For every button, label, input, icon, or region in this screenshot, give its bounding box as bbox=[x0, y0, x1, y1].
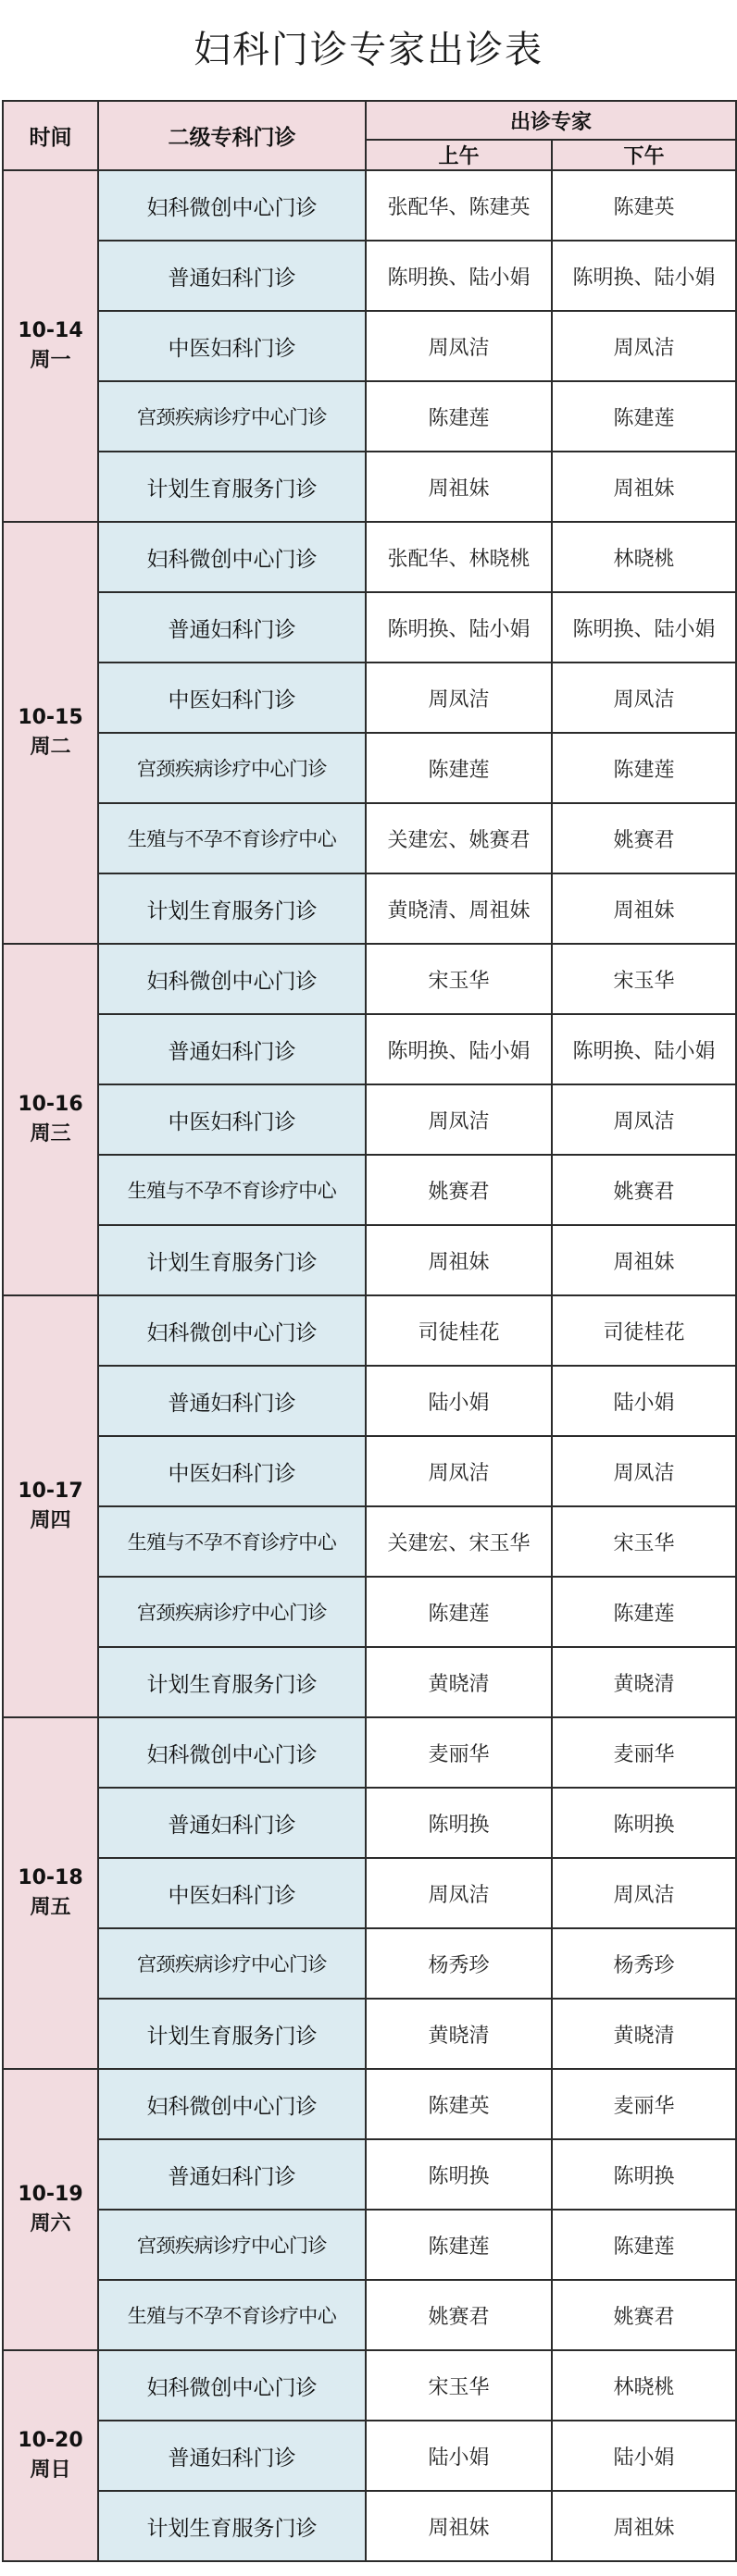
date-cell bbox=[3, 1717, 98, 2069]
am-expert-cell: 陈建莲 bbox=[366, 381, 552, 452]
clinic-cell: 宫颈疾病诊疗中心门诊 bbox=[98, 1928, 366, 1999]
am-expert-cell: 周凤洁 bbox=[366, 311, 552, 381]
weekday-label: 周五 bbox=[30, 1896, 71, 1919]
pm-expert-cell: 陈明换 bbox=[552, 2139, 736, 2210]
pm-expert-cell: 周祖妹 bbox=[552, 873, 736, 944]
pm-expert-cell: 周凤洁 bbox=[552, 1858, 736, 1928]
table-row bbox=[3, 1928, 736, 1999]
clinic-cell: 生殖与不孕不育诊疗中心 bbox=[98, 1155, 366, 1225]
date-cell bbox=[3, 170, 98, 522]
date-label: 10-18 bbox=[18, 1866, 83, 1889]
weekday-label: 周日 bbox=[30, 2458, 71, 2482]
am-expert-cell: 周祖妹 bbox=[366, 2491, 552, 2561]
am-expert-cell: 杨秀珍 bbox=[366, 1928, 552, 1999]
pm-expert-cell: 陆小娟 bbox=[552, 2421, 736, 2491]
weekday-label: 周一 bbox=[30, 349, 71, 372]
pm-expert-cell: 司徒桂花 bbox=[552, 1295, 736, 1366]
weekday-label: 周六 bbox=[30, 2212, 71, 2235]
pm-expert-cell: 姚赛君 bbox=[552, 1155, 736, 1225]
am-expert-cell: 麦丽华 bbox=[366, 1717, 552, 1788]
clinic-cell: 普通妇科门诊 bbox=[98, 1366, 366, 1436]
date-cell bbox=[3, 522, 98, 944]
am-expert-cell: 姚赛君 bbox=[366, 2280, 552, 2350]
pm-expert-cell: 陈建莲 bbox=[552, 381, 736, 452]
clinic-cell: 妇科微创中心门诊 bbox=[98, 2069, 366, 2139]
am-expert-cell: 陈建英 bbox=[366, 2069, 552, 2139]
weekday-label: 周三 bbox=[30, 1122, 71, 1146]
am-expert-cell: 陆小娟 bbox=[366, 2421, 552, 2491]
am-expert-cell: 张配华、陈建英 bbox=[366, 170, 552, 241]
table-row bbox=[3, 1788, 736, 1858]
schedule-body bbox=[3, 170, 736, 2561]
date-label: 10-19 bbox=[18, 2183, 83, 2206]
table-row bbox=[3, 663, 736, 733]
am-expert-cell: 陈明换 bbox=[366, 2139, 552, 2210]
am-expert-cell: 姚赛君 bbox=[366, 1155, 552, 1225]
pm-expert-cell: 陈建莲 bbox=[552, 1577, 736, 1647]
pm-expert-cell: 周凤洁 bbox=[552, 663, 736, 733]
clinic-cell: 妇科微创中心门诊 bbox=[98, 522, 366, 592]
am-header: 上午 bbox=[366, 140, 552, 170]
pm-expert-cell: 麦丽华 bbox=[552, 1717, 736, 1788]
pm-expert-cell: 姚赛君 bbox=[552, 2280, 736, 2350]
pm-expert-cell: 林晓桃 bbox=[552, 522, 736, 592]
table-row bbox=[3, 2139, 736, 2210]
am-expert-cell: 陈明换、陆小娟 bbox=[366, 241, 552, 311]
table-row bbox=[3, 1084, 736, 1155]
am-expert-cell: 张配华、林晓桃 bbox=[366, 522, 552, 592]
clinic-cell: 普通妇科门诊 bbox=[98, 1788, 366, 1858]
am-expert-cell: 司徒桂花 bbox=[366, 1295, 552, 1366]
pm-expert-cell: 宋玉华 bbox=[552, 1506, 736, 1577]
table-row bbox=[3, 873, 736, 944]
am-expert-cell: 陈建莲 bbox=[366, 733, 552, 803]
date-label: 10-20 bbox=[18, 2429, 83, 2452]
date-cell bbox=[3, 1295, 98, 1717]
clinic-cell: 计划生育服务门诊 bbox=[98, 452, 366, 522]
clinic-cell: 计划生育服务门诊 bbox=[98, 1999, 366, 2069]
pm-expert-cell: 陈明换、陆小娟 bbox=[552, 241, 736, 311]
am-expert-cell: 陈明换 bbox=[366, 1788, 552, 1858]
clinic-cell: 宫颈疾病诊疗中心门诊 bbox=[98, 1577, 366, 1647]
clinic-cell: 中医妇科门诊 bbox=[98, 1084, 366, 1155]
am-expert-cell: 周祖妹 bbox=[366, 452, 552, 522]
clinic-cell: 宫颈疾病诊疗中心门诊 bbox=[98, 2210, 366, 2280]
am-expert-cell: 周凤洁 bbox=[366, 1436, 552, 1506]
schedule-table bbox=[2, 100, 737, 2562]
pm-expert-cell: 陈建英 bbox=[552, 170, 736, 241]
am-expert-cell: 宋玉华 bbox=[366, 944, 552, 1014]
pm-expert-cell: 周祖妹 bbox=[552, 452, 736, 522]
clinic-cell: 宫颈疾病诊疗中心门诊 bbox=[98, 733, 366, 803]
pm-expert-cell: 姚赛君 bbox=[552, 803, 736, 873]
date-label: 10-17 bbox=[18, 1480, 83, 1503]
table-row bbox=[3, 452, 736, 522]
table-row bbox=[3, 1506, 736, 1577]
clinic-cell: 妇科微创中心门诊 bbox=[98, 170, 366, 241]
table-row bbox=[3, 1999, 736, 2069]
table-row bbox=[3, 1295, 736, 1366]
clinic-cell: 普通妇科门诊 bbox=[98, 1014, 366, 1084]
clinic-cell: 普通妇科门诊 bbox=[98, 2421, 366, 2491]
pm-expert-cell: 陈明换 bbox=[552, 1788, 736, 1858]
experts-header: 出诊专家 bbox=[366, 101, 736, 140]
table-row bbox=[3, 1155, 736, 1225]
clinic-cell: 中医妇科门诊 bbox=[98, 663, 366, 733]
am-expert-cell: 黄晓清 bbox=[366, 1647, 552, 1717]
table-row bbox=[3, 733, 736, 803]
am-expert-cell: 陈明换、陆小娟 bbox=[366, 592, 552, 663]
pm-expert-cell: 陈明换、陆小娟 bbox=[552, 1014, 736, 1084]
pm-expert-cell: 周凤洁 bbox=[552, 1436, 736, 1506]
pm-expert-cell: 陈建莲 bbox=[552, 733, 736, 803]
weekday-label: 周四 bbox=[30, 1509, 71, 1532]
table-row bbox=[3, 1366, 736, 1436]
table-row bbox=[3, 944, 736, 1014]
am-expert-cell: 陈建莲 bbox=[366, 1577, 552, 1647]
table-row bbox=[3, 1647, 736, 1717]
table-row bbox=[3, 2069, 736, 2139]
clinic-cell: 普通妇科门诊 bbox=[98, 592, 366, 663]
date-cell bbox=[3, 2069, 98, 2350]
clinic-cell: 生殖与不孕不育诊疗中心 bbox=[98, 2280, 366, 2350]
date-label: 10-14 bbox=[18, 319, 83, 342]
table-row bbox=[3, 241, 736, 311]
table-row bbox=[3, 592, 736, 663]
am-expert-cell: 周凤洁 bbox=[366, 1858, 552, 1928]
date-label: 10-16 bbox=[18, 1093, 83, 1116]
date-cell bbox=[3, 944, 98, 1295]
header-row bbox=[3, 101, 736, 140]
clinic-cell: 普通妇科门诊 bbox=[98, 2139, 366, 2210]
table-row bbox=[3, 803, 736, 873]
table-row bbox=[3, 381, 736, 452]
pm-expert-cell: 周凤洁 bbox=[552, 1084, 736, 1155]
clinic-header: 二级专科门诊 bbox=[98, 101, 366, 170]
clinic-cell: 计划生育服务门诊 bbox=[98, 1225, 366, 1295]
clinic-cell: 中医妇科门诊 bbox=[98, 1436, 366, 1506]
table-row bbox=[3, 311, 736, 381]
am-expert-cell: 宋玉华 bbox=[366, 2350, 552, 2421]
clinic-cell: 生殖与不孕不育诊疗中心 bbox=[98, 803, 366, 873]
clinic-cell: 计划生育服务门诊 bbox=[98, 1647, 366, 1717]
pm-expert-cell: 麦丽华 bbox=[552, 2069, 736, 2139]
clinic-cell: 计划生育服务门诊 bbox=[98, 873, 366, 944]
table-row bbox=[3, 2421, 736, 2491]
pm-expert-cell: 黄晓清 bbox=[552, 1647, 736, 1717]
clinic-cell: 生殖与不孕不育诊疗中心 bbox=[98, 1506, 366, 1577]
table-row bbox=[3, 1436, 736, 1506]
clinic-cell: 中医妇科门诊 bbox=[98, 311, 366, 381]
am-expert-cell: 陈明换、陆小娟 bbox=[366, 1014, 552, 1084]
am-expert-cell: 黄晓清 bbox=[366, 1999, 552, 2069]
date-cell bbox=[3, 2350, 98, 2561]
pm-header: 下午 bbox=[552, 140, 736, 170]
pm-expert-cell: 陆小娟 bbox=[552, 1366, 736, 1436]
am-expert-cell: 黄晓清、周祖妹 bbox=[366, 873, 552, 944]
table-row bbox=[3, 2280, 736, 2350]
am-expert-cell: 陆小娟 bbox=[366, 1366, 552, 1436]
time-header: 时间 bbox=[3, 101, 98, 170]
clinic-cell: 计划生育服务门诊 bbox=[98, 2491, 366, 2561]
pm-expert-cell: 杨秀珍 bbox=[552, 1928, 736, 1999]
am-expert-cell: 关建宏、姚赛君 bbox=[366, 803, 552, 873]
pm-expert-cell: 陈明换、陆小娟 bbox=[552, 592, 736, 663]
weekday-label: 周二 bbox=[30, 736, 71, 759]
clinic-cell: 中医妇科门诊 bbox=[98, 1858, 366, 1928]
am-expert-cell: 周祖妹 bbox=[366, 1225, 552, 1295]
table-row bbox=[3, 170, 736, 241]
table-row bbox=[3, 1717, 736, 1788]
clinic-cell: 宫颈疾病诊疗中心门诊 bbox=[98, 381, 366, 452]
table-row bbox=[3, 2491, 736, 2561]
clinic-cell: 妇科微创中心门诊 bbox=[98, 1295, 366, 1366]
table-row bbox=[3, 1858, 736, 1928]
table-row bbox=[3, 522, 736, 592]
clinic-cell: 普通妇科门诊 bbox=[98, 241, 366, 311]
clinic-cell: 妇科微创中心门诊 bbox=[98, 1717, 366, 1788]
am-expert-cell: 陈建莲 bbox=[366, 2210, 552, 2280]
table-row bbox=[3, 1225, 736, 1295]
pm-expert-cell: 陈建莲 bbox=[552, 2210, 736, 2280]
table-row bbox=[3, 2350, 736, 2421]
pm-expert-cell: 林晓桃 bbox=[552, 2350, 736, 2421]
page-title: 妇科门诊专家出诊表 bbox=[194, 29, 543, 71]
pm-expert-cell: 黄晓清 bbox=[552, 1999, 736, 2069]
am-expert-cell: 周凤洁 bbox=[366, 1084, 552, 1155]
pm-expert-cell: 周祖妹 bbox=[552, 2491, 736, 2561]
table-row bbox=[3, 2210, 736, 2280]
am-expert-cell: 关建宏、宋玉华 bbox=[366, 1506, 552, 1577]
pm-expert-cell: 宋玉华 bbox=[552, 944, 736, 1014]
table-row bbox=[3, 1014, 736, 1084]
clinic-cell: 妇科微创中心门诊 bbox=[98, 2350, 366, 2421]
clinic-cell: 妇科微创中心门诊 bbox=[98, 944, 366, 1014]
am-expert-cell: 周凤洁 bbox=[366, 663, 552, 733]
pm-expert-cell: 周凤洁 bbox=[552, 311, 736, 381]
pm-expert-cell: 周祖妹 bbox=[552, 1225, 736, 1295]
date-label: 10-15 bbox=[18, 706, 83, 729]
table-row bbox=[3, 1577, 736, 1647]
